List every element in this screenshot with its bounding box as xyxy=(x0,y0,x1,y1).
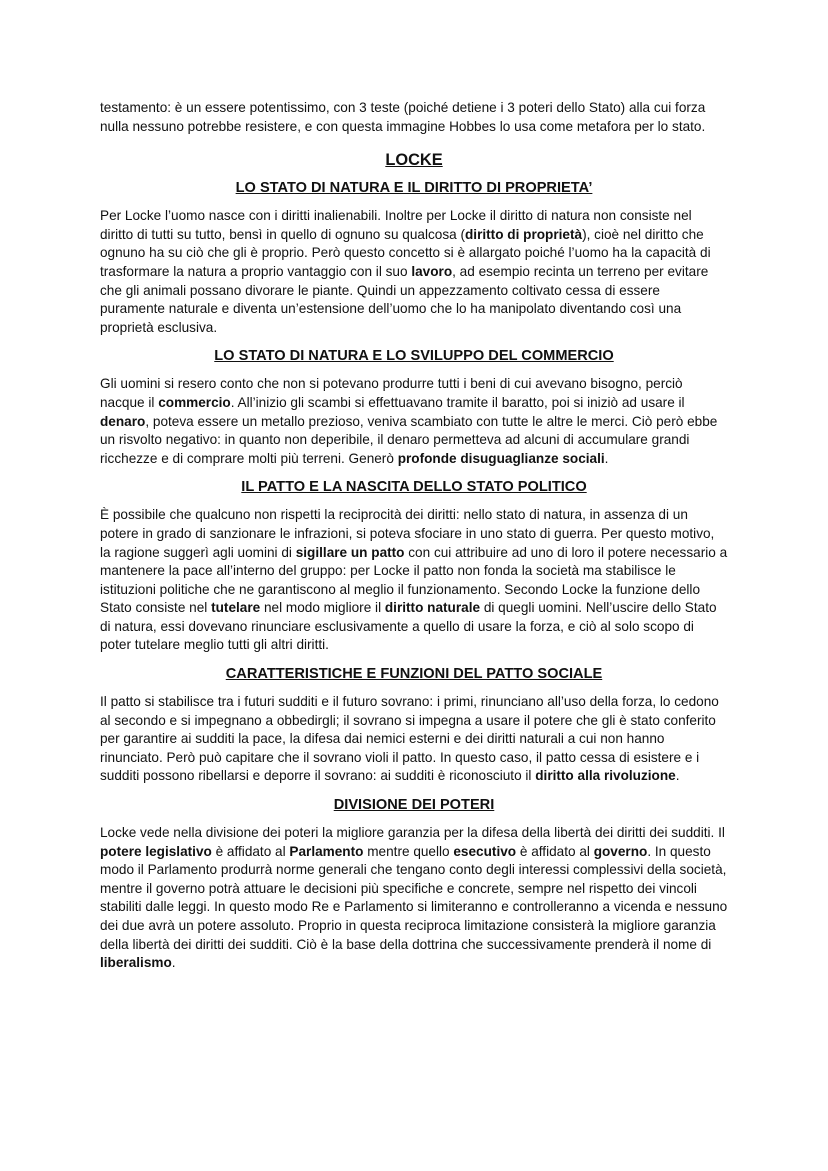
section-paragraph-divisione-poteri: Locke vede nella divisione dei poteri la migliore garanzia per la difesa della libertà dei diritti dei sudditi. Il potere legislativo è affidato al Parlamento mentre quello esecutivo è affidato al governo. In questo modo il Parlamento produrrà norme generali che tengano conto degli interessi complessivi della società, mentre il governo potrà attuare le decisioni più specifiche e concrete, sempre nel rispetto dei vincoli stabiliti dalle leggi. In questo modo Re e Parlamento si limiteranno e controlleranno a vicenda e nessuno dei due avrà un potere assoluto. Proprio in questa reciproca limitazione consisterà la migliore garanzia della libertà dei diritti dei sudditi. Ciò è la base della dottrina che successivamente prenderà il nome di liberalismo. xyxy=(100,825,728,971)
section-paragraph-patto: È possibile che qualcuno non rispetti la reciprocità dei diritti: nello stato di natura, in assenza di un potere in grado di sanzionare le infrazioni, si poteva sfociare in uno stato di guerra. Per questo motivo, la ragione suggerì agli uomini di sigillare un patto con cui attribuire ad uno di loro il potere necessario a mantenere la pace all’interno del gruppo: per Locke il patto non fonda la società ma stabilisce le istituzioni politiche che ne garantiscono al meglio il funzionamento. Secondo Locke la funzione dello Stato consiste nel tutelare nel modo migliore il diritto naturale di quegli uomini. Nell’uscire dello Stato di natura, essi dovevano rinunciare esclusivamente a quello di usare la forza, e ciò al solo scopo di poter tutelare meglio tutti gli altri diritti. xyxy=(100,507,728,653)
section-heading-patto-sociale: CARATTERISTICHE E FUNZIONI DEL PATTO SOCIALE xyxy=(225,666,603,683)
section-heading-patto: IL PATTO E LA NASCITA DELLO STATO POLITICO xyxy=(241,479,587,496)
section-heading-proprieta: LO STATO DI NATURA E IL DIRITTO DI PROPRIETA’ xyxy=(235,180,593,197)
section-paragraph-proprieta: Per Locke l’uomo nasce con i diritti inalienabili. Inoltre per Locke il diritto di natura non consiste nel diritto di tutti su tutto, bensì in quello di ognuno su qualcosa (diritto di proprietà), cioè nel diritto che ognuno ha su ciò che gli è proprio. Però questo concetto si è allargato poiché l’uomo ha la capacità di trasformare la natura a proprio vantaggio con il suo lavoro, ad esempio recinta un terreno per evitare che gli animali possano divorare le piante. Quindi un appezzamento coltivato cessa di essere puramente naturale e diventa un’estensione dell’uomo che lo ha manipolato diventando così una proprietà esclusiva. xyxy=(100,208,711,335)
section-paragraph-patto-sociale: Il patto si stabilisce tra i futuri sudditi e il futuro sovrano: i primi, rinunciano all’uso della forza, lo cedono al secondo e si impegnano a obbedirgli; il sovrano si impegna a usare il potere che gli è stato conferito per garantire ai sudditi la pace, la difesa dai nemici esterni e dei diritti naturali a cui non hanno rinunciato. Però può capitare che il sovrano violi il patto. In questo caso, il patto cessa di esistere e i sudditi possono ribellarsi e deporre il sovrano: ai sudditi è riconosciuto il diritto alla rivoluzione. xyxy=(100,694,719,784)
section-heading-commercio: LO STATO DI NATURA E LO SVILUPPO DEL COMMERCIO xyxy=(214,348,614,365)
page-title: LOCKE xyxy=(385,151,443,170)
section-paragraph-commercio: Gli uomini si resero conto che non si potevano produrre tutti i beni di cui avevano bisogno, perciò nacque il commercio. All’inizio gli scambi si effettuavano tramite il baratto, poi si iniziò ad usare il denaro, poteva essere un metallo prezioso, veniva scambiato con tutte le altre le merci. Ciò però ebbe un risvolto negativo: in quanto non deperibile, il denaro permetteva ad alcuni di accumulare grandi ricchezze e di comprare molti più terreni. Generò profonde disuguaglianze sociali. xyxy=(100,376,718,466)
intro-paragraph: testamento: è un essere potentissimo, con 3 teste (poiché detiene i 3 poteri dello Stato) alla cui forza nulla nessuno potrebbe resistere, e con questa immagine Hobbes lo usa come metafora per lo stato. xyxy=(100,100,706,134)
section-heading-divisione-poteri: DIVISIONE DEI POTERI xyxy=(333,797,495,814)
